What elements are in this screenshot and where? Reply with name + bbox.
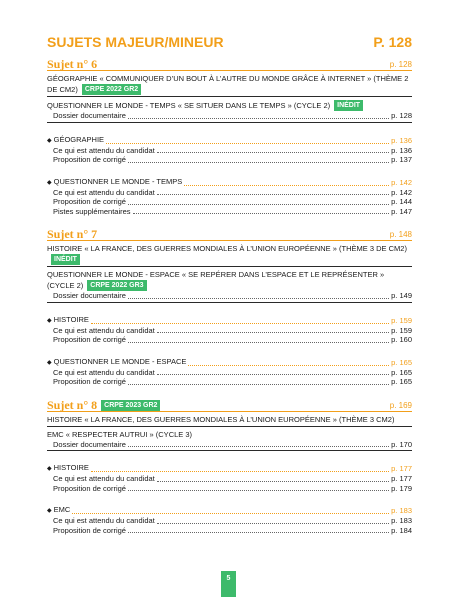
- toc-entry[interactable]: [47, 440, 412, 450]
- toc-entry[interactable]: [47, 377, 412, 387]
- topic-title-text: HISTOIRE « LA FRANCE, DES GUERRES MONDIALES À L’UNION EUROPÉENNE » (THÈME 3 DE CM2): [47, 244, 407, 253]
- subsection-title: GÉOGRAPHIE: [53, 134, 105, 144]
- toc-header: [47, 34, 412, 52]
- leader-dots: [157, 152, 389, 153]
- toc-entry[interactable]: [47, 484, 412, 494]
- diamond-bullet-icon: ◆: [47, 179, 52, 186]
- toc-entry[interactable]: [47, 155, 412, 165]
- topic-block: [47, 270, 412, 303]
- diamond-bullet-icon: ◆: [47, 508, 52, 514]
- subsection-title: HISTOIRE: [53, 463, 89, 472]
- exam-tag: CRPE 2023 GR2: [101, 400, 160, 411]
- subsection-title: EMC: [53, 505, 71, 514]
- leader-dots: [157, 374, 389, 375]
- toc-entry-page: p. 128: [391, 111, 412, 120]
- spacer: [47, 303, 412, 315]
- sujet-page: p. 148: [389, 230, 412, 239]
- diamond-bullet-icon: ◆: [47, 317, 52, 324]
- sujet-page: p. 169: [389, 400, 412, 410]
- toc-entry-label: Proposition de corrigé: [53, 197, 126, 206]
- leader-dots: [128, 446, 389, 447]
- toc-entry-page: p. 147: [391, 206, 412, 216]
- topic-title: [47, 74, 412, 95]
- toc-entry-label: Dossier documentaire: [53, 111, 126, 120]
- sujet-page: p. 128: [389, 60, 412, 69]
- spacer: [47, 165, 412, 177]
- toc-entry[interactable]: [47, 474, 412, 484]
- leader-dots: [184, 185, 389, 186]
- toc-entry-label: Dossier documentaire: [53, 291, 126, 300]
- topic-title: [47, 100, 412, 111]
- topic-tag: INÉDIT: [51, 254, 80, 265]
- topic-tag: CRPE 2022 GR3: [87, 280, 146, 291]
- subsection: [47, 357, 412, 387]
- toc-entry-label: Proposition de corrigé: [53, 155, 126, 164]
- leader-dots: [72, 513, 389, 514]
- topic-title-text: QUESTIONNER LE MONDE - ESPACE « SE REPÉRER DANS L’ESPACE ET LE REPRÉSENTER » (CYCLE 2): [47, 270, 385, 290]
- leader-dots: [128, 204, 389, 205]
- leader-dots: [128, 162, 389, 163]
- toc-entry-label: Ce qui est attendu du candidat: [53, 367, 155, 377]
- toc-entry-page: p. 165: [391, 367, 412, 377]
- subsection-label: [47, 315, 89, 326]
- topic-block: [47, 100, 412, 123]
- subsection-heading[interactable]: [47, 177, 412, 188]
- toc-entry-label: Ce qui est attendu du candidat: [53, 145, 155, 155]
- leader-dots: [157, 523, 389, 524]
- toc-title: SUJETS MAJEUR/MINEUR: [47, 34, 224, 50]
- sujet-title: Sujet n° 8: [47, 397, 98, 412]
- sujet-heading[interactable]: [47, 56, 412, 71]
- diamond-bullet-icon: ◆: [47, 137, 52, 144]
- leader-dots: [91, 471, 389, 472]
- sujet-title: Sujet n° 7: [47, 227, 98, 241]
- toc-entry-page: p. 149: [391, 291, 412, 300]
- subsection: [47, 463, 412, 493]
- leader-dots: [91, 323, 389, 324]
- topic-title: [47, 430, 412, 440]
- subsection-label: [47, 357, 186, 368]
- topic-block: [47, 74, 412, 97]
- subsection-heading[interactable]: [47, 505, 412, 516]
- leader-dots: [157, 332, 389, 333]
- leader-dots: [128, 490, 389, 491]
- page-number: 5: [226, 575, 231, 582]
- toc-entry[interactable]: [47, 111, 412, 121]
- leader-dots: [128, 118, 389, 119]
- toc-entry[interactable]: [47, 368, 412, 378]
- subsection-heading[interactable]: [47, 357, 412, 368]
- toc-entry-page: p. 165: [391, 377, 412, 386]
- topic-block: [47, 244, 412, 267]
- sujet-section: [47, 56, 412, 216]
- topic-title: [47, 244, 412, 265]
- subsection: [47, 135, 412, 165]
- topic-title-text: GÉOGRAPHIE « COMMUNIQUER D’UN BOUT À L’AUTRE DU MONDE GRÂCE À INTERNET » (THÈME 2 DE CM2): [47, 74, 409, 94]
- subsection-title: QUESTIONNER LE MONDE - ESPACE: [53, 356, 187, 366]
- toc-entry-page: p. 179: [391, 483, 412, 493]
- toc-entry-label: Proposition de corrigé: [53, 483, 126, 493]
- toc-entry-label: Ce qui est attendu du candidat: [53, 516, 155, 525]
- diamond-bullet-icon: ◆: [47, 466, 52, 472]
- subsection-page: p. 165: [391, 357, 412, 367]
- topic-title-text: QUESTIONNER LE MONDE - TEMPS « SE SITUER DANS LE TEMPS » (CYCLE 2): [47, 101, 331, 110]
- toc-entry-page: p. 137: [391, 155, 412, 164]
- toc-entry-page: p. 159: [391, 325, 412, 335]
- toc-entry[interactable]: [47, 326, 412, 336]
- toc-entry-label: Dossier documentaire: [53, 439, 126, 449]
- leader-dots: [157, 481, 389, 482]
- toc-entry-label: Ce qui est attendu du candidat: [53, 474, 155, 483]
- toc-entry-page: p. 142: [391, 187, 412, 197]
- toc-entry-label: Proposition de corrigé: [53, 377, 126, 386]
- toc-entry-label: Pistes supplémentaires: [53, 206, 131, 216]
- sujet-section: [47, 226, 412, 387]
- toc-entry[interactable]: [47, 146, 412, 156]
- spacer: [47, 493, 412, 505]
- toc-entry[interactable]: [47, 207, 412, 217]
- leader-dots: [128, 342, 389, 343]
- topic-title: [47, 415, 412, 425]
- toc-entry[interactable]: [47, 335, 412, 345]
- subsection-label: [47, 177, 182, 188]
- subsection-label: [47, 135, 104, 146]
- toc-entry-label: Proposition de corrigé: [53, 335, 126, 344]
- toc-header-page: P. 128: [373, 34, 412, 50]
- leader-dots: [128, 532, 389, 533]
- leader-dots: [133, 213, 390, 214]
- topic-title: [47, 270, 412, 291]
- toc-entry[interactable]: [47, 188, 412, 198]
- leader-dots: [106, 143, 389, 144]
- spacer: [47, 345, 412, 357]
- sujet-title: Sujet n° 6: [47, 57, 98, 71]
- subsection-title: QUESTIONNER LE MONDE - TEMPS: [53, 176, 183, 186]
- toc-entry-page: p. 183: [391, 516, 412, 525]
- toc-entry-page: p. 184: [391, 525, 412, 535]
- spacer: [47, 451, 412, 463]
- topic-title-text: EMC « RESPECTER AUTRUI » (CYCLE 3): [47, 429, 193, 439]
- toc-entry-page: p. 170: [391, 439, 412, 449]
- subsection-page: p. 183: [391, 506, 412, 515]
- toc-entry-label: Ce qui est attendu du candidat: [53, 187, 155, 197]
- subsection-heading[interactable]: [47, 135, 412, 146]
- subsection-heading[interactable]: [47, 463, 412, 474]
- topic-block: [47, 430, 412, 452]
- spacer: [47, 123, 412, 135]
- leader-dots: [128, 298, 389, 299]
- topic-title-text: HISTOIRE « LA FRANCE, DES GUERRES MONDIALES À L’UNION EUROPÉENNE » (THÈME 3 CM2): [47, 414, 395, 424]
- leader-dots: [188, 365, 389, 366]
- toc-entry-page: p. 177: [391, 474, 412, 483]
- leader-dots: [128, 384, 389, 385]
- topic-tag: CRPE 2022 GR2: [82, 84, 141, 95]
- toc-entry[interactable]: [47, 197, 412, 207]
- subsection-page: p. 142: [391, 177, 412, 187]
- sujet-section: [47, 397, 412, 536]
- toc-entry[interactable]: [47, 516, 412, 526]
- subsection-page: p. 177: [391, 464, 412, 473]
- toc-entry-page: p. 144: [391, 197, 412, 206]
- leader-dots: [157, 194, 389, 195]
- toc-entry[interactable]: [47, 291, 412, 301]
- subsection-label: [47, 463, 89, 474]
- subsection-heading[interactable]: [47, 315, 412, 326]
- toc-sections: [47, 56, 412, 535]
- subsection-page: p. 159: [391, 315, 412, 325]
- subsection: [47, 315, 412, 345]
- toc-entry-label: Ce qui est attendu du candidat: [53, 325, 155, 335]
- subsection-title: HISTOIRE: [53, 314, 89, 324]
- page-number-badge: [221, 571, 236, 597]
- topic-tag: INÉDIT: [334, 100, 363, 111]
- toc-entry-label: Proposition de corrigé: [53, 525, 126, 535]
- topic-block: [47, 415, 412, 427]
- subsection-label: [47, 505, 70, 516]
- toc-entry-page: p. 136: [391, 145, 412, 155]
- sujet-heading[interactable]: [47, 226, 412, 241]
- toc-page: [47, 34, 412, 535]
- subsection-page: p. 136: [391, 135, 412, 145]
- subsection: [47, 177, 412, 217]
- sujet-heading[interactable]: [47, 397, 412, 412]
- diamond-bullet-icon: ◆: [47, 359, 52, 366]
- subsection: [47, 505, 412, 535]
- toc-entry[interactable]: [47, 526, 412, 536]
- toc-entry-page: p. 160: [391, 335, 412, 344]
